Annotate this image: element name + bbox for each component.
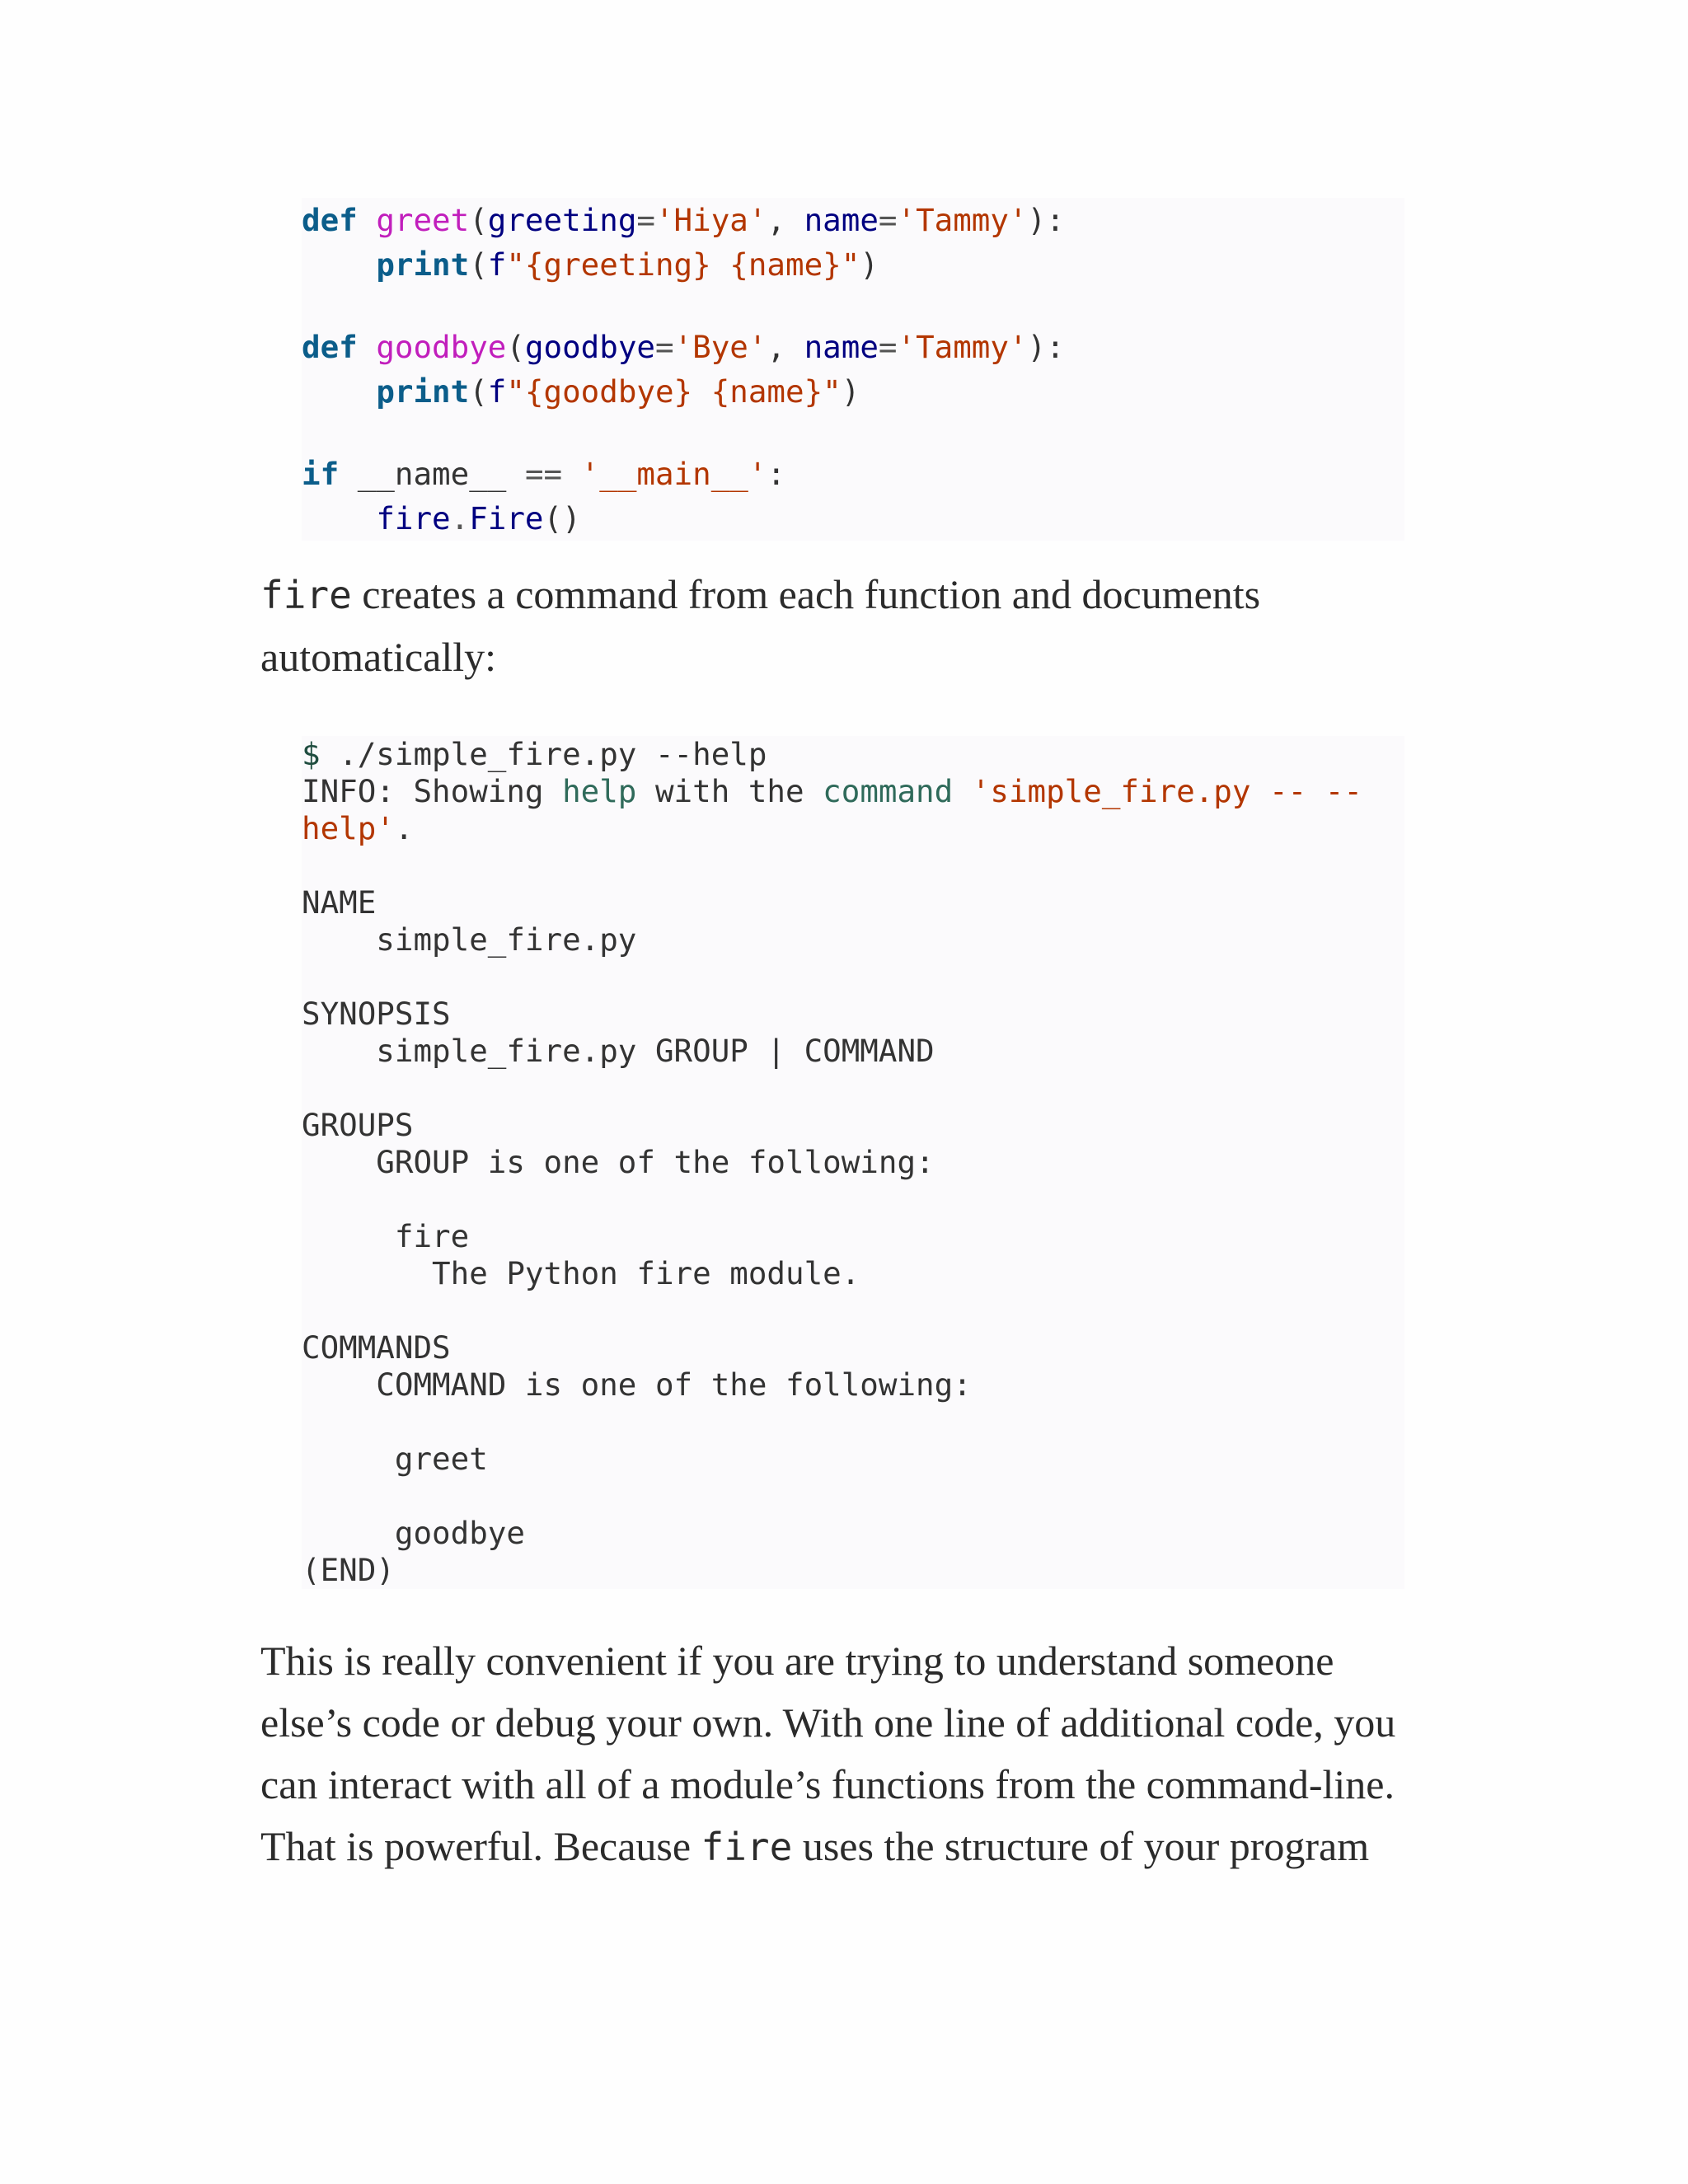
shell-blank-line bbox=[302, 1292, 1404, 1329]
code-token: greet bbox=[376, 202, 470, 238]
code-token: def bbox=[302, 202, 358, 238]
code-token bbox=[562, 456, 581, 492]
code-token: : bbox=[767, 456, 786, 492]
code-token: = bbox=[878, 202, 898, 238]
code-token: ( bbox=[469, 246, 488, 283]
code-token: 'Hiya' bbox=[654, 202, 767, 238]
shell-token: fire bbox=[302, 1218, 470, 1254]
code-token: f bbox=[487, 373, 507, 410]
code-token: print bbox=[376, 246, 470, 283]
python-code-block bbox=[302, 198, 1404, 541]
code-token: == bbox=[524, 456, 563, 492]
shell-line bbox=[302, 1144, 1404, 1181]
code-token: ) bbox=[860, 246, 879, 283]
code-token: print bbox=[376, 373, 470, 410]
code-token: name bbox=[804, 329, 879, 365]
shell-token: COMMAND is one of the following: bbox=[302, 1366, 972, 1403]
code-token: ) bbox=[841, 373, 860, 410]
shell-output-block bbox=[302, 736, 1404, 1589]
code-line bbox=[302, 242, 1404, 287]
shell-line bbox=[302, 1329, 1404, 1366]
inline-code-fire: fire bbox=[260, 573, 352, 617]
code-token: 'Tammy' bbox=[897, 202, 1028, 238]
code-token: ( bbox=[506, 329, 525, 365]
inline-code-fire: fire bbox=[701, 1825, 793, 1869]
shell-blank-line bbox=[302, 1070, 1404, 1107]
shell-line bbox=[302, 1255, 1404, 1292]
shell-line bbox=[302, 1441, 1404, 1478]
shell-token: 'simple_fire.py -- -- bbox=[971, 773, 1362, 809]
shell-token: GROUPS bbox=[302, 1107, 414, 1143]
code-token: '__main__' bbox=[580, 456, 767, 492]
shell-token: INFO: Showing bbox=[302, 773, 563, 809]
code-token bbox=[358, 202, 377, 238]
shell-line bbox=[302, 884, 1404, 921]
code-token: greeting bbox=[487, 202, 637, 238]
code-token: = bbox=[654, 329, 674, 365]
code-token: Fire bbox=[469, 500, 544, 537]
code-line bbox=[302, 325, 1404, 369]
paragraph-convenient bbox=[260, 1630, 1414, 1878]
paragraph-text: creates a command from each function and documents automatically: bbox=[260, 571, 1261, 680]
shell-token: GROUP is one of the following: bbox=[302, 1144, 935, 1180]
shell-line bbox=[302, 773, 1404, 810]
shell-token bbox=[953, 773, 972, 809]
shell-token: NAME bbox=[302, 884, 377, 921]
code-token: , bbox=[767, 329, 804, 365]
shell-line bbox=[302, 1033, 1404, 1070]
shell-token: help' bbox=[302, 810, 395, 846]
code-token: 'Bye' bbox=[673, 329, 767, 365]
shell-token: help bbox=[562, 773, 637, 809]
code-token: () bbox=[543, 500, 581, 537]
code-token: "{greeting} {name}" bbox=[506, 246, 860, 283]
code-token: = bbox=[878, 329, 898, 365]
code-token: __name__ bbox=[339, 456, 525, 492]
code-line bbox=[302, 369, 1404, 414]
code-token: name bbox=[804, 202, 879, 238]
code-blank-line bbox=[302, 414, 1404, 452]
shell-line bbox=[302, 1515, 1404, 1552]
code-token: f bbox=[487, 246, 507, 283]
shell-line bbox=[302, 1107, 1404, 1144]
shell-token: SYNOPSIS bbox=[302, 996, 451, 1032]
shell-token: COMMANDS bbox=[302, 1329, 451, 1366]
shell-token: simple_fire.py bbox=[302, 921, 637, 958]
code-token: , bbox=[767, 202, 804, 238]
shell-token: simple_fire.py GROUP | COMMAND bbox=[302, 1033, 935, 1069]
shell-token: (END) bbox=[302, 1552, 395, 1588]
code-token: = bbox=[636, 202, 655, 238]
shell-line bbox=[302, 1366, 1404, 1404]
shell-token: goodbye bbox=[302, 1515, 525, 1551]
shell-line bbox=[302, 1218, 1404, 1255]
code-token: ): bbox=[1027, 329, 1065, 365]
shell-line bbox=[302, 921, 1404, 958]
code-token: ( bbox=[469, 202, 488, 238]
shell-blank-line bbox=[302, 847, 1404, 884]
code-token: ): bbox=[1027, 202, 1065, 238]
shell-token: greet bbox=[302, 1441, 488, 1477]
code-token: goodbye bbox=[524, 329, 655, 365]
code-blank-line bbox=[302, 287, 1404, 325]
shell-blank-line bbox=[302, 1181, 1404, 1218]
shell-line bbox=[302, 996, 1404, 1033]
code-token: "{goodbye} {name}" bbox=[506, 373, 842, 410]
shell-line bbox=[302, 736, 1404, 773]
shell-token: ./simple_fire.py --help bbox=[320, 736, 767, 772]
shell-token: with the bbox=[636, 773, 823, 809]
shell-line bbox=[302, 1552, 1404, 1589]
code-line bbox=[302, 496, 1404, 541]
code-token: ( bbox=[469, 373, 488, 410]
shell-blank-line bbox=[302, 958, 1404, 996]
article-body bbox=[260, 198, 1414, 1878]
shell-token: command bbox=[823, 773, 954, 809]
code-line bbox=[302, 452, 1404, 496]
paragraph-fire-creates bbox=[260, 564, 1414, 688]
code-token: def bbox=[302, 329, 358, 365]
paragraph-text: This is really convenient if you are trying to understand someone else’s code or debug your own. With one line of additional code, you can interact with all of a module’s functions from the command-line. That is powerful. Because bbox=[260, 1638, 1396, 1869]
code-token: if bbox=[302, 456, 340, 492]
shell-token: $ bbox=[302, 736, 321, 772]
shell-blank-line bbox=[302, 1404, 1404, 1441]
shell-token: The Python fire module. bbox=[302, 1255, 860, 1291]
code-token: goodbye bbox=[376, 329, 507, 365]
shell-blank-line bbox=[302, 1478, 1404, 1515]
code-token bbox=[358, 329, 377, 365]
code-token: fire bbox=[376, 500, 451, 537]
paragraph-text: uses the structure of your program bbox=[792, 1823, 1370, 1869]
code-token: . bbox=[450, 500, 470, 537]
shell-line bbox=[302, 810, 1404, 847]
code-token: 'Tammy' bbox=[897, 329, 1028, 365]
code-line bbox=[302, 198, 1404, 242]
shell-token: . bbox=[394, 810, 414, 846]
